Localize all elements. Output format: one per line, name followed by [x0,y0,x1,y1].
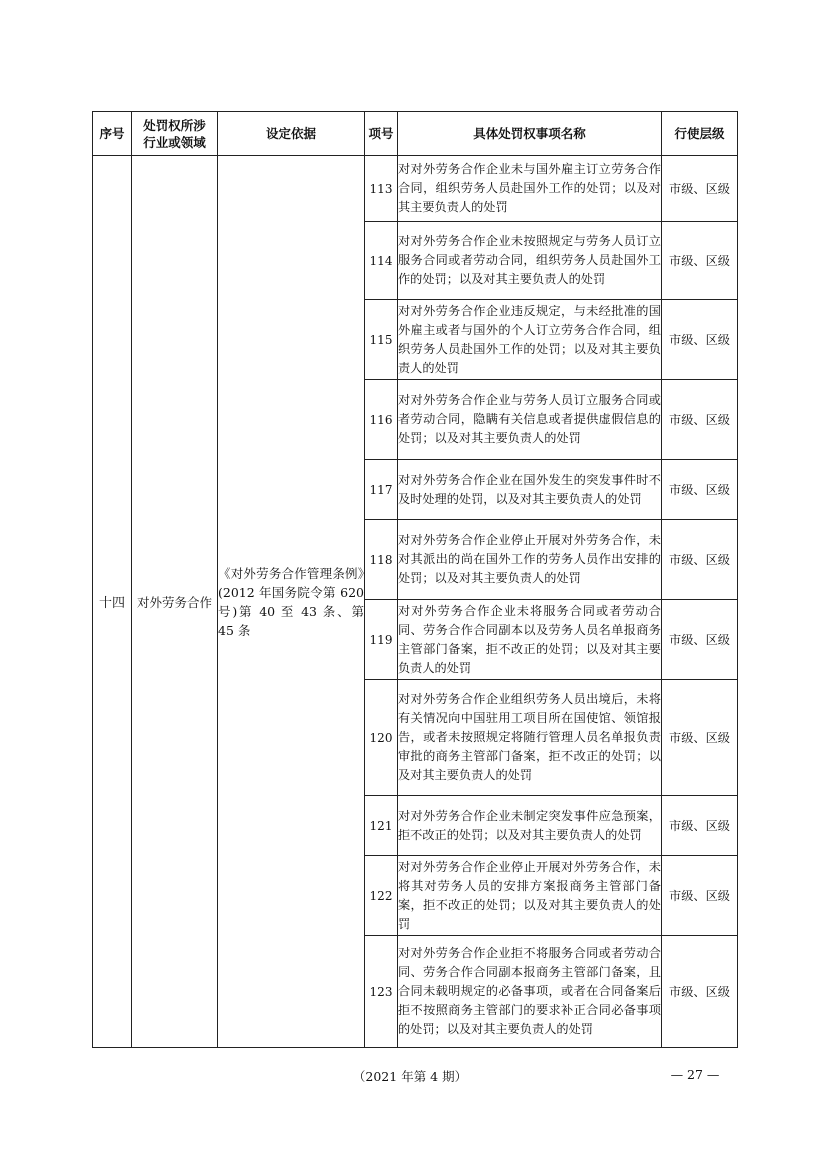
item-description: 对对外劳务合作企业未制定突发事件应急预案，拒不改正的处罚；以及对其主要负责人的处罚 [398,796,662,856]
header-seq: 序号 [93,112,132,156]
item-number: 114 [365,222,398,300]
item-number: 119 [365,600,398,680]
item-description: 对对外劳务合作企业组织劳务人员出境后，未将有关情况向中国驻用工项目所在国使馆、领馆报告，或者未按照规定将随行管理人员名单报负责审批的商务主管部门备案，拒不改正的处罚；以及对其主要负责人的处罚 [398,680,662,796]
item-description: 对对外劳务合作企业拒不将服务合同或者劳动合同、劳务合作合同副本报商务主管部门备案，且合同未载明规定的必备事项，或者在合同备案后拒不按照商务主管部门的要求补正合同必备事项的处罚；以及对其主要负责人的处罚 [398,936,662,1048]
item-description: 对对外劳务合作企业未按照规定与劳务人员订立服务合同或者劳动合同，组织劳务人员赴国外工作的处罚；以及对其主要负责人的处罚 [398,222,662,300]
item-level: 市级、区级 [662,300,738,380]
item-level: 市级、区级 [662,520,738,600]
item-number: 113 [365,156,398,222]
item-level: 市级、区级 [662,936,738,1048]
item-level: 市级、区级 [662,460,738,520]
item-number: 116 [365,380,398,460]
header-industry: 处罚权所涉 行业或领域 [132,112,218,156]
header-level: 行使层级 [662,112,738,156]
group-industry: 对外劳务合作 [132,156,218,1048]
table-row [93,156,738,222]
item-description: 对对外劳务合作企业未与国外雇主订立劳务合作合同，组织劳务人员赴国外工作的处罚；以及对其主要负责人的处罚 [398,156,662,222]
item-level: 市级、区级 [662,856,738,936]
item-number: 118 [365,520,398,600]
issue-label: （2021 年第 4 期） [352,1069,468,1084]
group-basis: 《对外劳务合作管理条例》(2012 年国务院令第 620 号)第 40 至 43 条、第 45 条 [218,156,365,1048]
item-level: 市级、区级 [662,222,738,300]
item-number: 123 [365,936,398,1048]
item-level: 市级、区级 [662,156,738,222]
item-description: 对对外劳务合作企业未将服务合同或者劳动合同、劳务合作合同副本以及劳务人员名单报商务主管部门备案，拒不改正的处罚；以及对其主要负责人的处罚 [398,600,662,680]
item-number: 115 [365,300,398,380]
table-body [93,156,738,1048]
item-number: 122 [365,856,398,936]
item-level: 市级、区级 [662,600,738,680]
item-description: 对对外劳务合作企业在国外发生的突发事件时不及时处理的处罚，以及对其主要负责人的处罚 [398,460,662,520]
header-item-name: 具体处罚权事项名称 [398,112,662,156]
item-number: 120 [365,680,398,796]
group-seq: 十四 [93,156,132,1048]
item-description: 对对外劳务合作企业与劳务人员订立服务合同或者劳动合同，隐瞒有关信息或者提供虚假信息的处罚；以及对其主要负责人的处罚 [398,380,662,460]
item-number: 121 [365,796,398,856]
page-number: — 27 — [670,1067,720,1082]
item-description: 对对外劳务合作企业停止开展对外劳务合作，未将其对劳务人员的安排方案报商务主管部门备案，拒不改正的处罚；以及对其主要负责人的处罚 [398,856,662,936]
item-description: 对对外劳务合作企业停止开展对外劳务合作，未对其派出的尚在国外工作的劳务人员作出安排的处罚；以及对其主要负责人的处罚 [398,520,662,600]
table-header-row [93,112,738,156]
penalty-table [92,111,738,1048]
header-item-no: 项号 [365,112,398,156]
item-level: 市级、区级 [662,796,738,856]
header-basis: 设定依据 [218,112,365,156]
item-level: 市级、区级 [662,680,738,796]
item-level: 市级、区级 [662,380,738,460]
item-number: 117 [365,460,398,520]
item-description: 对对外劳务合作企业违反规定，与未经批准的国外雇主或者与国外的个人订立劳务合作合同，组织劳务人员赴国外工作的处罚；以及对其主要负责人的处罚 [398,300,662,380]
